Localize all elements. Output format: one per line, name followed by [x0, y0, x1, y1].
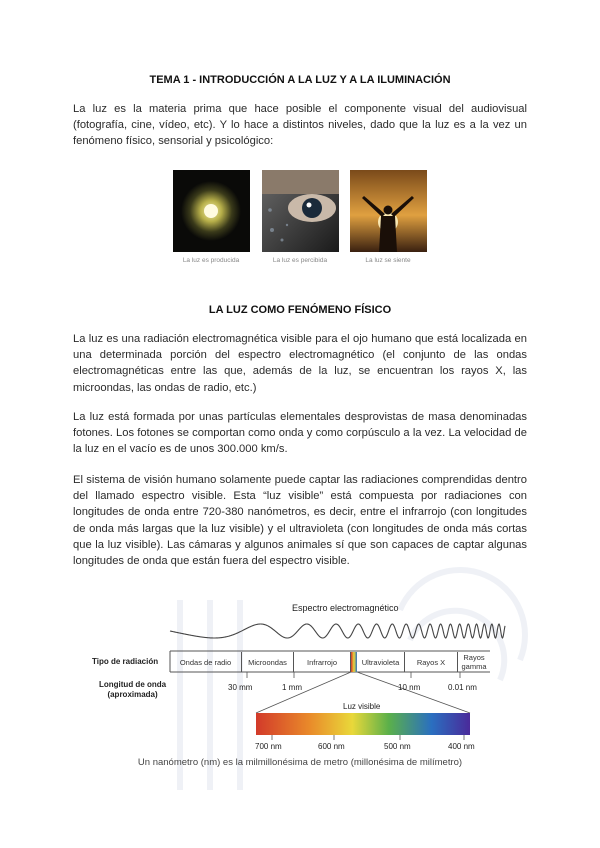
tick-700: 700 nm	[255, 742, 282, 751]
tick-600: 600 nm	[318, 742, 345, 751]
tick-400: 400 nm	[448, 742, 475, 751]
spectrum-title: Espectro electromagnético	[292, 603, 399, 613]
visible-label: Luz visible	[343, 702, 381, 711]
visible-spectrum-bar	[256, 713, 470, 735]
type-infrared: Infrarrojo	[294, 652, 351, 672]
wl-10nm: 10 nm	[398, 683, 421, 692]
page-title: TEMA 1 - INTRODUCCIÓN A LA LUZ Y A LA ILUMINACIÓN	[149, 74, 451, 86]
type-radio: Ondas de radio	[170, 652, 242, 672]
wl-1mm: 1 mm	[282, 683, 302, 692]
paragraph-radiation: La luz es una radiación electromagnética visible para el ojo humano que está localizada en una determinada porción del espectro electromagnético (el conjunto de las ondas electromagnéticas entre las que, además de la luz, se encuentran los rayos X, las microondas, las ondas de radio, etc.)	[73, 333, 527, 394]
type-microwave: Microondas	[242, 652, 294, 672]
intro-paragraph: La luz es la materia prima que hace posible el componente visual del audiovisual (fotografía, cine, vídeo, etc). Y lo hace a distintos niveles, dado que la luz es a la vez un fenómeno físico, sensorial y psicológico:	[73, 103, 527, 148]
type-gamma: Rayos gamma	[461, 653, 487, 671]
spectrum-wave	[170, 624, 505, 638]
wl-30mm: 30 mm	[228, 683, 253, 692]
paragraph-photons: La luz está formada por unas partículas elementales desprovistas de masa denominadas fotones. Los fotones se comportan como onda y como corpúsculo a la vez. La velocidad de la luz en el vacío es de unos 300.000 km/s.	[73, 411, 527, 456]
caption-perceived: La luz es percibida	[272, 257, 328, 264]
wavelength-label	[99, 680, 166, 700]
type-xray: Rayos X	[405, 652, 458, 672]
wl-0.01nm: 0.01 nm	[448, 683, 477, 692]
type-ultraviolet: Ultravioleta	[357, 652, 405, 672]
footnote: Un nanómetro (nm) es la milmillonésima de metro (millonésima de milímetro)	[137, 757, 463, 768]
wavelength-label-line2: (aproximada)	[107, 690, 158, 699]
tick-500: 500 nm	[384, 742, 411, 751]
section-title: LA LUZ COMO FENÓMENO FÍSICO	[208, 304, 392, 316]
wavelength-label-line1: Longitud de onda	[99, 680, 167, 689]
paragraph-vision: El sistema de visión humano solamente puede captar las radiaciones comprendidas dentro del llamado espectro visible. Esta “luz visible” está compuesta por radiaciones con longitudes de onda entre 720-380 nanómetros, es decir, entre el infrarrojo (con longitudes de onda más largas que la luz visible) y el ultravioleta (con longitudes de onda más cortas que la luz visible). Las cámaras y algunos animales sí que son capaces de captar algunas longitudes de onda que están fuera del espectro visible.	[73, 474, 527, 568]
caption-felt: La luz se siente	[365, 257, 411, 264]
caption-produced: La luz es producida	[182, 257, 240, 264]
type-label: Tipo de radiación	[92, 657, 159, 666]
